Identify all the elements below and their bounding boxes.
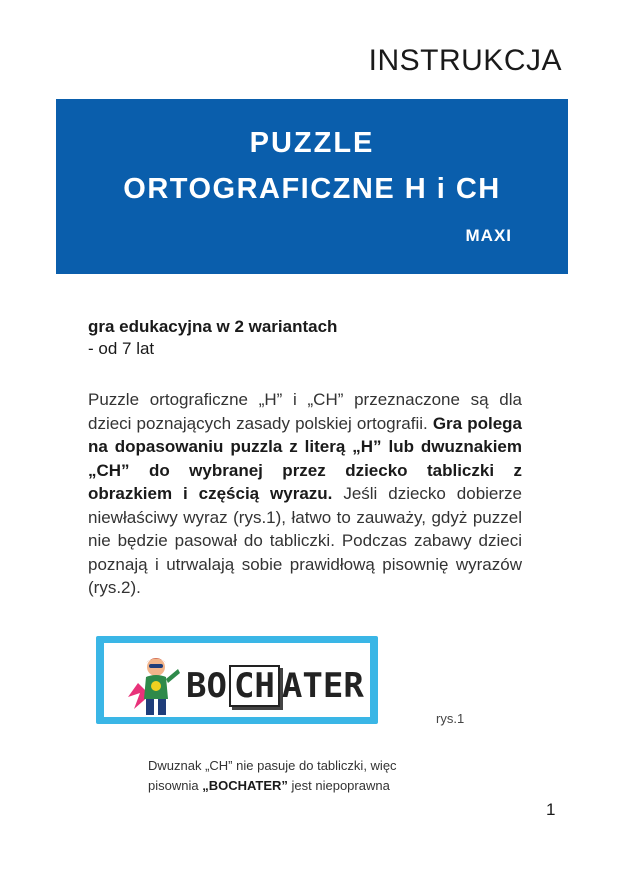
caption-line-1: Dwuznak „CH” nie pasuje do tabliczki, więc [148,758,397,773]
description-part-1: Puzzle ortograficzne „H” i „CH” przeznaczone są dla dzieci poznających zasady polskiej ortografii. [88,390,522,433]
puzzle-word [186,665,364,707]
page-number: 1 [546,800,556,819]
age-range: - od 7 lat [88,339,155,358]
caption-word-bold: „BOCHATER” [202,778,288,793]
title-banner [56,99,568,274]
title-variant: MAXI [465,226,512,245]
caption-line-2 [148,776,397,796]
caption-line-2-start: pisownia [148,778,203,793]
description-bold: Gra polega na dopasowaniu puzzla z literą „H” lub dwuznakiem „CH” do wybranej przez dziecko tabliczki z obrazkiem i częścią wyrazu. [88,413,522,503]
intro-block [88,316,337,360]
game-type: gra edukacyjna w 2 wariantach [88,317,338,336]
figure-label: rys.1 [436,711,465,726]
word-start: BO [186,666,227,706]
title-line-1: PUZZLE [249,127,375,159]
puzzle-tile [104,643,370,717]
description-part-3: Jeśli dziecko dobierze niewłaściwy wyraz (rys.1), łatwo to zauważy, gdyż puzzel nie będzie pasował do tabliczki. Podczas zabawy dzieci poznają i utrwalają sobie prawidłową pisownię wyrazów (rys.2). [88,484,522,597]
title-line-2: ORTOGRAFICZNE H i CH [123,173,501,205]
figure-caption [148,756,397,796]
description-paragraph [88,388,522,600]
puzzle-piece-ch: CH [229,665,280,707]
caption-line-2-end: jest niepoprawna [287,778,390,793]
puzzle-figure [96,636,378,724]
word-end: ATER [281,666,364,706]
superhero-illustration [124,653,184,721]
document-header: INSTRUKCJA [368,44,562,77]
